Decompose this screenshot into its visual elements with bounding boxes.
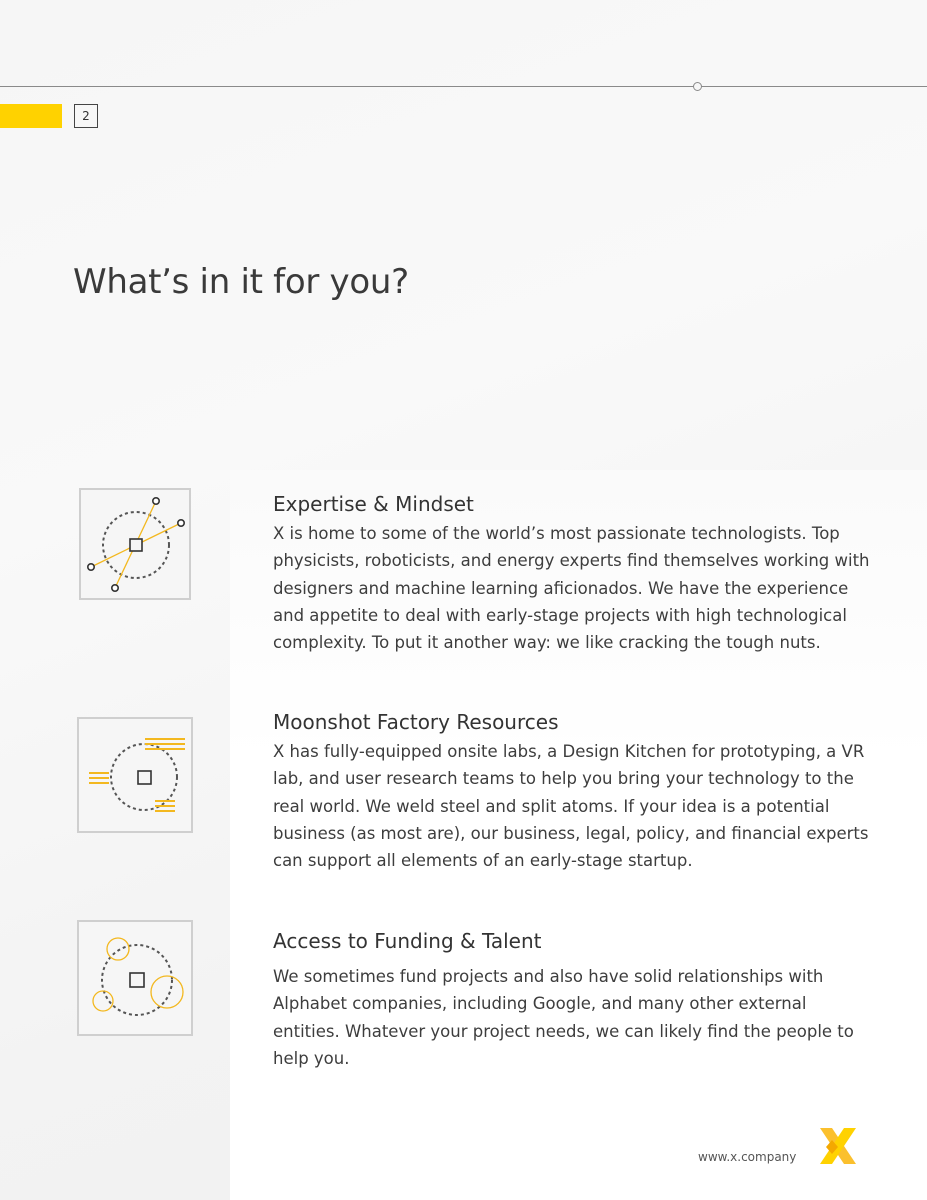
section-heading: Moonshot Factory Resources bbox=[273, 710, 559, 734]
section-funding bbox=[273, 929, 873, 1072]
rule-dot-icon bbox=[693, 82, 702, 91]
section-heading: Expertise & Mindset bbox=[273, 492, 474, 516]
page-title: What’s in it for you? bbox=[73, 262, 409, 302]
accent-bar bbox=[0, 104, 62, 128]
section-expertise bbox=[273, 492, 873, 656]
footer-url[interactable]: www.x.company bbox=[698, 1150, 797, 1164]
x-logo-icon bbox=[818, 1126, 858, 1166]
section-body: X is home to some of the world’s most passionate technologists. Top physicists, roboticists, and energy experts find themselves working with designers and machine learning aficionados. We have the experience and appetite to deal with early-stage projects with high technological complexity. To put it another way: we like cracking the tough nuts. bbox=[273, 524, 870, 653]
orbit-nodes-icon bbox=[79, 488, 191, 600]
page-number: 2 bbox=[74, 104, 98, 128]
top-rule bbox=[0, 86, 927, 87]
orbit-resources-icon bbox=[77, 717, 193, 833]
section-resources bbox=[273, 710, 873, 874]
section-body: X has fully-equipped onsite labs, a Design Kitchen for prototyping, a VR lab, and user research teams to help you bring your technology to the real world. We weld steel and split atoms. If your idea is a potential business (as most are), our business, legal, policy, and financial experts can support all elements of an early-stage startup. bbox=[273, 742, 869, 871]
section-body: We sometimes fund projects and also have solid relationships with Alphabet companies, including Google, and many other external entities. Whatever your project needs, we can likely find the people to help you. bbox=[273, 967, 854, 1068]
orbit-circles-icon bbox=[77, 920, 193, 1036]
section-heading: Access to Funding & Talent bbox=[273, 929, 542, 953]
